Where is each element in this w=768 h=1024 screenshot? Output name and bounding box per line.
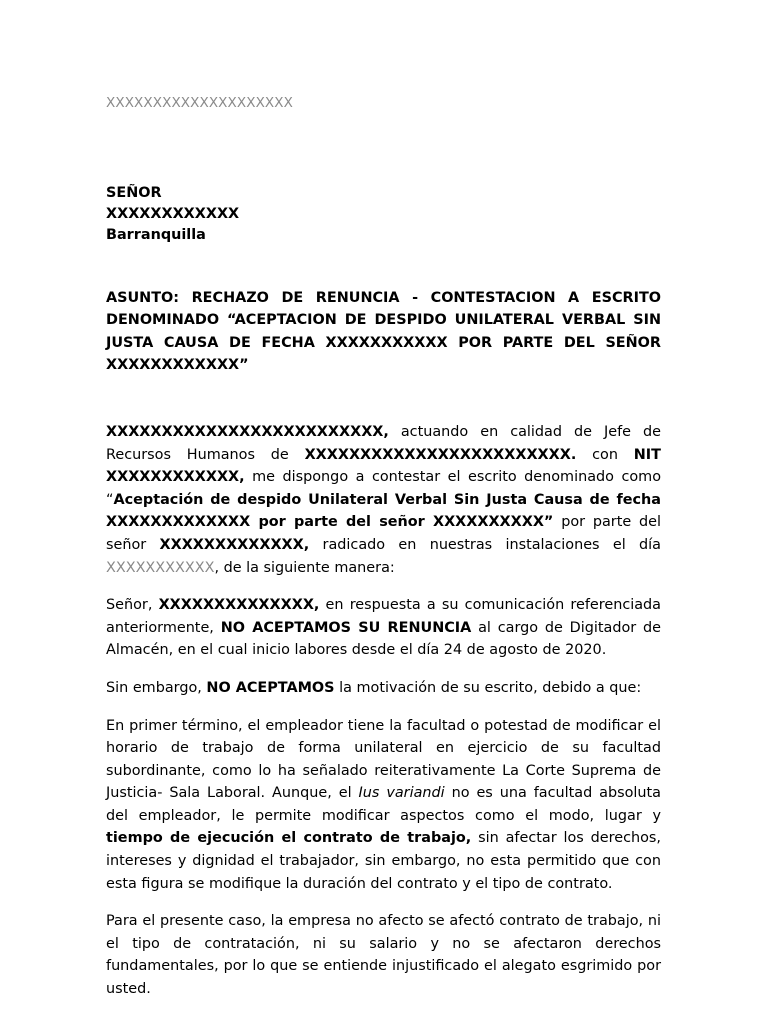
paragraph-motivation (106, 677, 661, 700)
paragraph-conclusion (106, 910, 661, 1000)
text-run: la motivación de su escrito, debido a que: (334, 679, 642, 696)
rejection-statement: NO ACEPTAMOS SU RENUNCIA (220, 619, 472, 636)
paragraph-legal-basis (106, 715, 661, 896)
text-run: Para el presente caso, la empresa no afecto se afectó contrato de trabajo, ni el tipo de contratación, ni su salario y no se afectaron derechos fundamentales, por lo que se entiende injustificado el alegato esgrimido por usted. (106, 913, 661, 998)
text-run: actuando en calidad de Jefe de Recursos Humanos de (106, 423, 661, 463)
date-placeholder: XXXXXXXXXXXXXXXXXXXX (106, 95, 293, 111)
sender-name: XXXXXXXXXXXXXXXXXXXXXXXXX, (106, 423, 389, 440)
text-run: con (576, 446, 634, 463)
text-run: , de la siguiente manera: (214, 559, 395, 576)
recipient-city: Barranquilla (106, 226, 206, 243)
text-run: Sin embargo, (106, 679, 207, 696)
company-name: XXXXXXXXXXXXXXXXXXXXXXXX. (304, 446, 577, 463)
text-run: me dispongo a contestar el escrito denominado como “ (106, 469, 661, 508)
text-run: no es una facultad absoluta del empleador, le permite modificar aspectos como el modo, lugar y (106, 785, 661, 824)
emphasis-contract-time: tiempo de ejecución el contrato de trabajo, (106, 830, 472, 847)
text-run: En primer término, el empleador tiene la facultad o potestad de modificar el horario de trabajo de forma unilateral en ejercicio de su facultad subordinante, como lo ha señalado reiterativamente La Corte Suprema de Justicia- Sala Laboral. Aunque, el (106, 717, 661, 802)
text-run: en respuesta a su comunicación referenciada anteriormente, (106, 597, 661, 636)
text-run: Señor, (106, 597, 159, 614)
no-accept-statement: NO ACEPTAMOS (206, 679, 335, 696)
paragraph-rejection (106, 594, 661, 662)
subject-line: ASUNTO: RECHAZO DE RENUNCIA - CONTESTACION A ESCRITO DENOMINADO “ACEPTACION DE DESPIDO UNILATERAL VERBAL SIN JUSTA CAUSA DE FECHA XXXXXXXXXXX POR PARTE DEL SEÑOR XXXXXXXXXXXX” (106, 289, 661, 374)
text-run: sin afectar los derechos, intereses y dignidad el trabajador, sin embargo, no esta permitido que con esta figura se modifique la duración del contrato y el tipo de contrato. (106, 830, 661, 892)
company-nit: NIT XXXXXXXXXXXX, (106, 446, 661, 486)
employee-name: XXXXXXXXXXXXXX, (158, 597, 320, 614)
text-run: radicado en nuestras instalaciones el día (309, 536, 661, 553)
text-run: por parte del señor (106, 514, 661, 553)
ius-variandi-term: Ius variandi (358, 785, 445, 802)
paragraph-intro (106, 421, 661, 579)
employee-name: XXXXXXXXXXXXX, (159, 536, 310, 553)
recipient-block (106, 183, 661, 246)
letter-body (106, 92, 661, 1001)
text-run: al cargo de Digitador de Almacén, en el cual inicio labores desde el día 24 de agosto de 2020. (106, 619, 661, 659)
document-title: Aceptación de despido Unilateral Verbal Sin Justa Causa de fecha XXXXXXXXXXXXX por parte del señor XXXXXXXXXX” (106, 491, 661, 531)
filing-date-placeholder: XXXXXXXXXXX (106, 559, 215, 576)
recipient-salutation: SEÑOR (106, 184, 162, 201)
recipient-name: XXXXXXXXXXXX (106, 205, 240, 222)
